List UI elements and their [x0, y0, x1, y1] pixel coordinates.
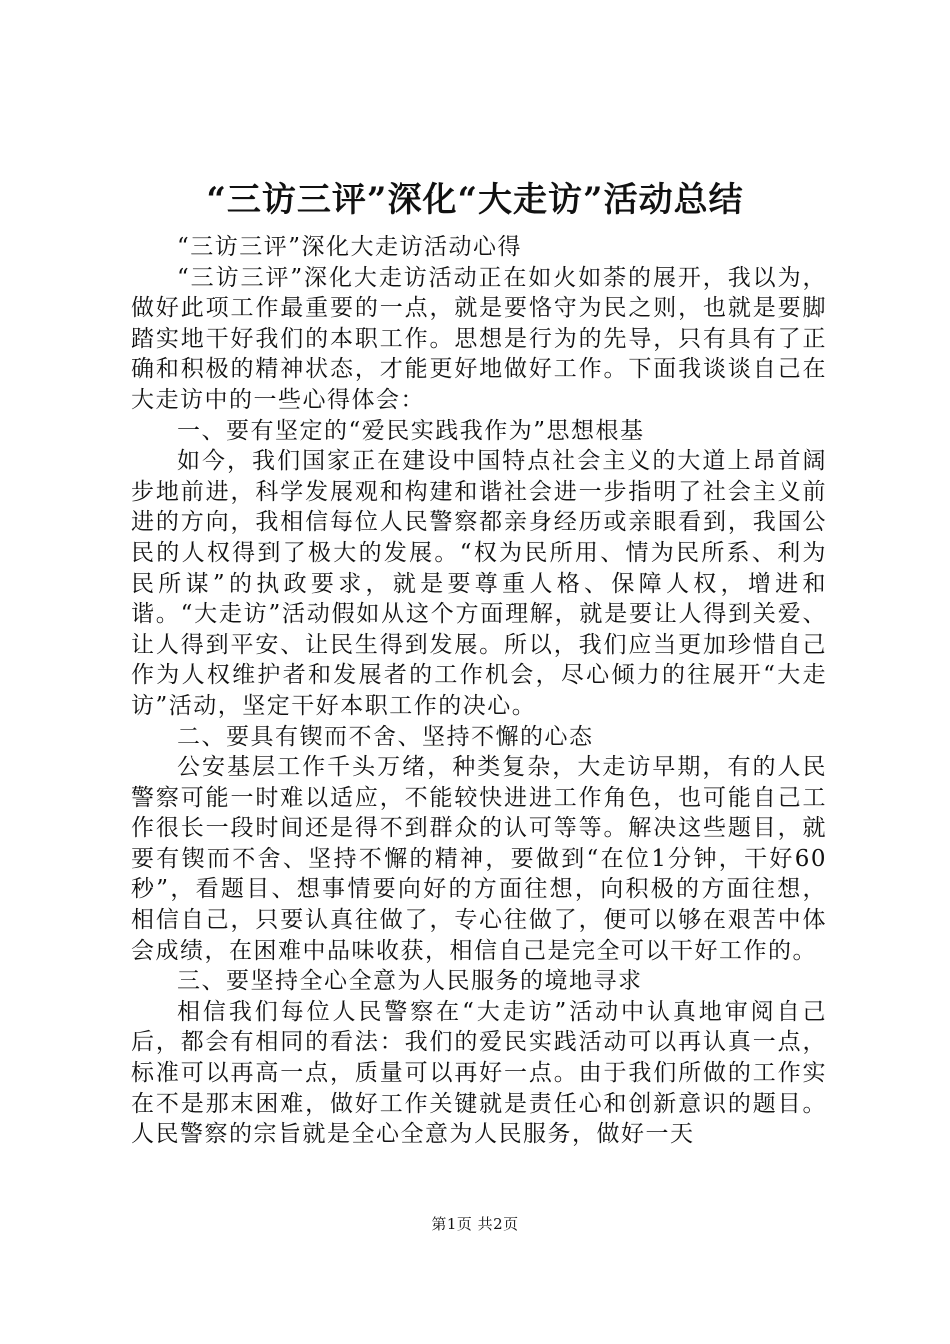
section-paragraph-3: 相信我们每位人民警察在“大走访”活动中认真地审阅自己后，都会有相同的看法：我们的爱民实践活动可以再认真一点，标准可以再高一点，质量可以再好一点。由于我们所做的工作实在不是那末困难，做好工作关键就是责任心和创新意识的题目。人民警察的宗旨就是全心全意为人民服务，做好一天: [131, 998, 827, 1148]
section-heading-3: 三、要坚持全心全意为人民服务的境地寻求: [177, 968, 643, 995]
section-paragraph-2: 公安基层工作千头万绪，种类复杂，大走访早期，有的人民警察可能一时难以适应，不能较快进进工作角色，也可能自己工作很长一段时间还是得不到群众的认可等等。解决这些题目，就要有锲而不舍、坚持不懈的精神，要做到“在位1分钟，干好60秒”，看题目、想事情要向好的方面往想，向积极的方面往想，相信自己，只要认真往做了，专心往做了，便可以够在艰苦中体会成绩，在困难中品味收获，相信自己是完全可以干好工作的。: [131, 754, 827, 964]
intro-paragraph: “三访三评”深化大走访活动正在如火如荼的展开，我以为，做好此项工作最重要的一点，就是要恪守为民之则，也就是要脚踏实地干好我们的本职工作。思想是行为的先导，只有具有了正确和积极的精神状态，才能更好地做好工作。下面我谈谈自己在大走访中的一些心得体会：: [131, 264, 827, 413]
page-number-footer: 第1页 共2页: [431, 1215, 519, 1233]
section-heading-1: 一、要有坚定的“爱民实践我作为”思想根基: [177, 417, 645, 444]
section-paragraph-1: 如今，我们国家正在建设中国特点社会主义的大道上昂首阔步地前进，科学发展观和构建和谐社会进一步指明了社会主义前进的方向，我相信每位人民警察都亲身经历或亲眼看到，我国公民的人权得到了极大的发展。“权为民所用、情为民所系、利为民所谋”的执政要求，就是要尊重人格、保障人权，增进和谐。“大走访”活动假如从这个方面理解，就是要让人得到关爱、让人得到平安、让民生得到发展。所以，我们应当更加珍惜自己作为人权维护者和发展者的工作机会，尽心倾力的往展开“大走访”活动，坚定干好本职工作的决心。: [131, 448, 827, 719]
document-body: [131, 232, 827, 1150]
section-heading-2: 二、要具有锲而不舍、坚持不懈的心态: [177, 723, 594, 750]
document-title: “三访三评”深化“大走访”活动总结: [206, 180, 744, 220]
subtitle-paragraph: “三访三评”深化大走访活动心得: [177, 234, 523, 260]
